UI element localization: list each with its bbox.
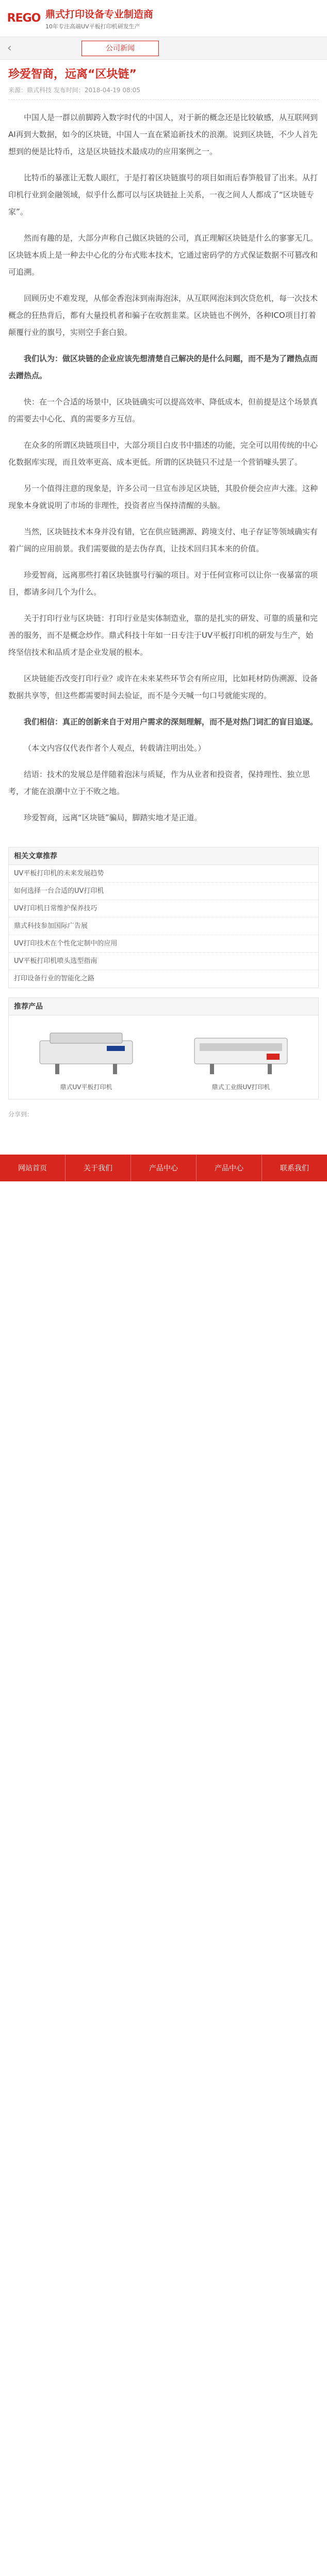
footer-home[interactable]: 网站首页	[0, 1155, 66, 1181]
breadcrumb-bar	[0, 37, 327, 60]
related-link[interactable]: UV打印机日常维护保养技巧	[9, 900, 318, 918]
related-link[interactable]: UV打印技术在个性化定制中的应用	[9, 935, 318, 953]
site-logo[interactable]	[7, 8, 40, 29]
products-heading: 推荐产品	[9, 998, 318, 1015]
footer-about[interactable]: 关于我们	[66, 1155, 131, 1181]
brand-block	[45, 7, 153, 30]
paragraph: 关于打印行业与区块链：打印行业是实体制造业，靠的是扎实的研发、可靠的质量和完善的服务，而不是概念炒作。鼎式科技十年如一日专注于UV平板打印机的研发与生产，始终坚信技术和品质才是企业发展的根本。	[8, 614, 318, 657]
back-arrow-icon[interactable]: ‹	[7, 41, 12, 55]
related-articles	[8, 847, 319, 988]
site-header	[0, 0, 327, 37]
printer-image-icon	[169, 1023, 313, 1079]
share-bar[interactable]: 分享到：	[8, 1111, 34, 1118]
footer-products[interactable]: 产品中心	[131, 1155, 197, 1181]
brand-name: 鼎式打印设备专业制造商	[45, 8, 154, 20]
paragraph: 回顾历史不难发现，从郁金香泡沫到南海泡沫，从互联网泡沫到次贷危机，每一次技术概念的狂热背后，都有大量投机者和骗子在收割韭菜。区块链也不例外，各种ICO项目打着颠覆行业的旗号，实则空手套白狼。	[8, 294, 318, 337]
article-body	[8, 109, 319, 826]
recommended-products	[8, 997, 319, 1099]
related-link[interactable]: 鼎式科技参加国际广告展	[9, 918, 318, 935]
paragraph: 在众多的所谓区块链项目中，大部分项目白皮书中描述的功能，完全可以用传统的中心化数据库实现，而且效率更高、成本更低。所谓的区块链只不过是一个营销噱头罢了。	[8, 440, 318, 467]
paragraph: 结语：技术的发展总是伴随着泡沫与质疑，作为从业者和投资者，保持理性、独立思考，才能在浪潮中立于不败之地。	[8, 770, 310, 796]
footer-products-2[interactable]: 产品中心	[197, 1155, 262, 1181]
paragraph: 珍爱智商，远离那些打着区块链旗号行骗的项目。对于任何宣称可以让你一夜暴富的项目，都请多问几个为什么。	[8, 570, 318, 597]
product-card[interactable]	[14, 1023, 158, 1092]
paragraph: （本文内容仅代表作者个人观点，转载请注明出处。）	[24, 743, 206, 753]
paragraph: 我们认为：做区块链的企业应该先想清楚自己解决的是什么问题，而不是为了蹭热点而去蹭热点。	[8, 354, 318, 380]
product-card[interactable]	[169, 1023, 313, 1092]
related-link[interactable]: UV平板打印机的未来发展趋势	[9, 865, 318, 883]
product-grid	[9, 1015, 318, 1099]
paragraph: 然而有趣的是，大部分声称自己做区块链的公司，真正理解区块链是什么的寥寥无几。区块链本质上是一种去中心化的分布式账本技术，它通过密码学的方式保证数据不可篡改和可追溯。	[8, 233, 318, 277]
paragraph: 珍爱智商，远离“区块链”骗局，脚踏实地才是正道。	[24, 813, 202, 822]
paragraph: 我们相信：真正的创新来自于对用户需求的深刻理解，而不是对热门词汇的盲目追逐。	[24, 717, 318, 726]
footer-contact[interactable]: 联系我们	[280, 1164, 309, 1173]
logo-text: REGO	[7, 12, 41, 25]
paragraph: 区块链能否改变打印行业？或许在未来某些环节会有所应用，比如耗材防伪溯源、设备数据共享等，但这些都需要时间去验证，而不是今天喊一句口号就能实现的。	[8, 674, 318, 700]
related-link[interactable]: 打印设备行业的智能化之路	[14, 975, 95, 982]
article-meta: 来源：鼎式科技 发布时间：2018-04-19 08:05	[8, 86, 319, 100]
paragraph: 当然，区块链技术本身并没有错，它在供应链溯源、跨境支付、电子存证等领域确实有着广阔的应用前景。我们需要做的是去伪存真，让技术回归其本来的价值。	[8, 527, 318, 553]
brand-tagline: 10年专注高端UV平板打印机研发生产	[45, 23, 140, 30]
printer-image-icon	[14, 1023, 158, 1079]
related-link[interactable]: UV平板打印机喷头选型指南	[9, 953, 318, 970]
paragraph: 另一个值得注意的现象是，许多公司一旦宣布涉足区块链，其股价便会应声大涨。这种现象本身就说明了市场的非理性，投资者应当保持清醒的头脑。	[8, 484, 318, 510]
article	[0, 60, 327, 1134]
related-heading: 相关文章推荐	[9, 848, 318, 865]
paragraph: 比特币的暴涨让无数人眼红，于是打着区块链旗号的项目如雨后春笋般冒了出来。从打印机行业到金融领域，似乎什么都可以与区块链扯上关系，一夜之间人人都成了“区块链专家”。	[8, 173, 318, 216]
bottom-nav	[0, 1155, 327, 1181]
product-name: 鼎式工业级UV打印机	[211, 1083, 270, 1091]
tab-company-news[interactable]: 公司新闻	[81, 41, 159, 56]
article-title: 珍爱智商，远离“区块链”	[8, 68, 137, 81]
related-link[interactable]: 如何选择一台合适的UV打印机	[9, 883, 318, 900]
paragraph: 快：在一个合适的场景中，区块链确实可以提高效率、降低成本，但前提是这个场景真的需要去中心化、真的需要多方互信。	[8, 397, 318, 423]
product-name: 鼎式UV平板打印机	[60, 1083, 112, 1091]
paragraph: 中国人是一群以前脚跨入数字时代的中国人，对于新的概念还是比较敏感，从互联网到AI再到大数据，如今的区块链，中国人一直在紧追新技术的浪潮。说到区块链，不少人首先想到的便是比特币，这是区块链技术最成功的应用案例之一。	[8, 113, 318, 156]
